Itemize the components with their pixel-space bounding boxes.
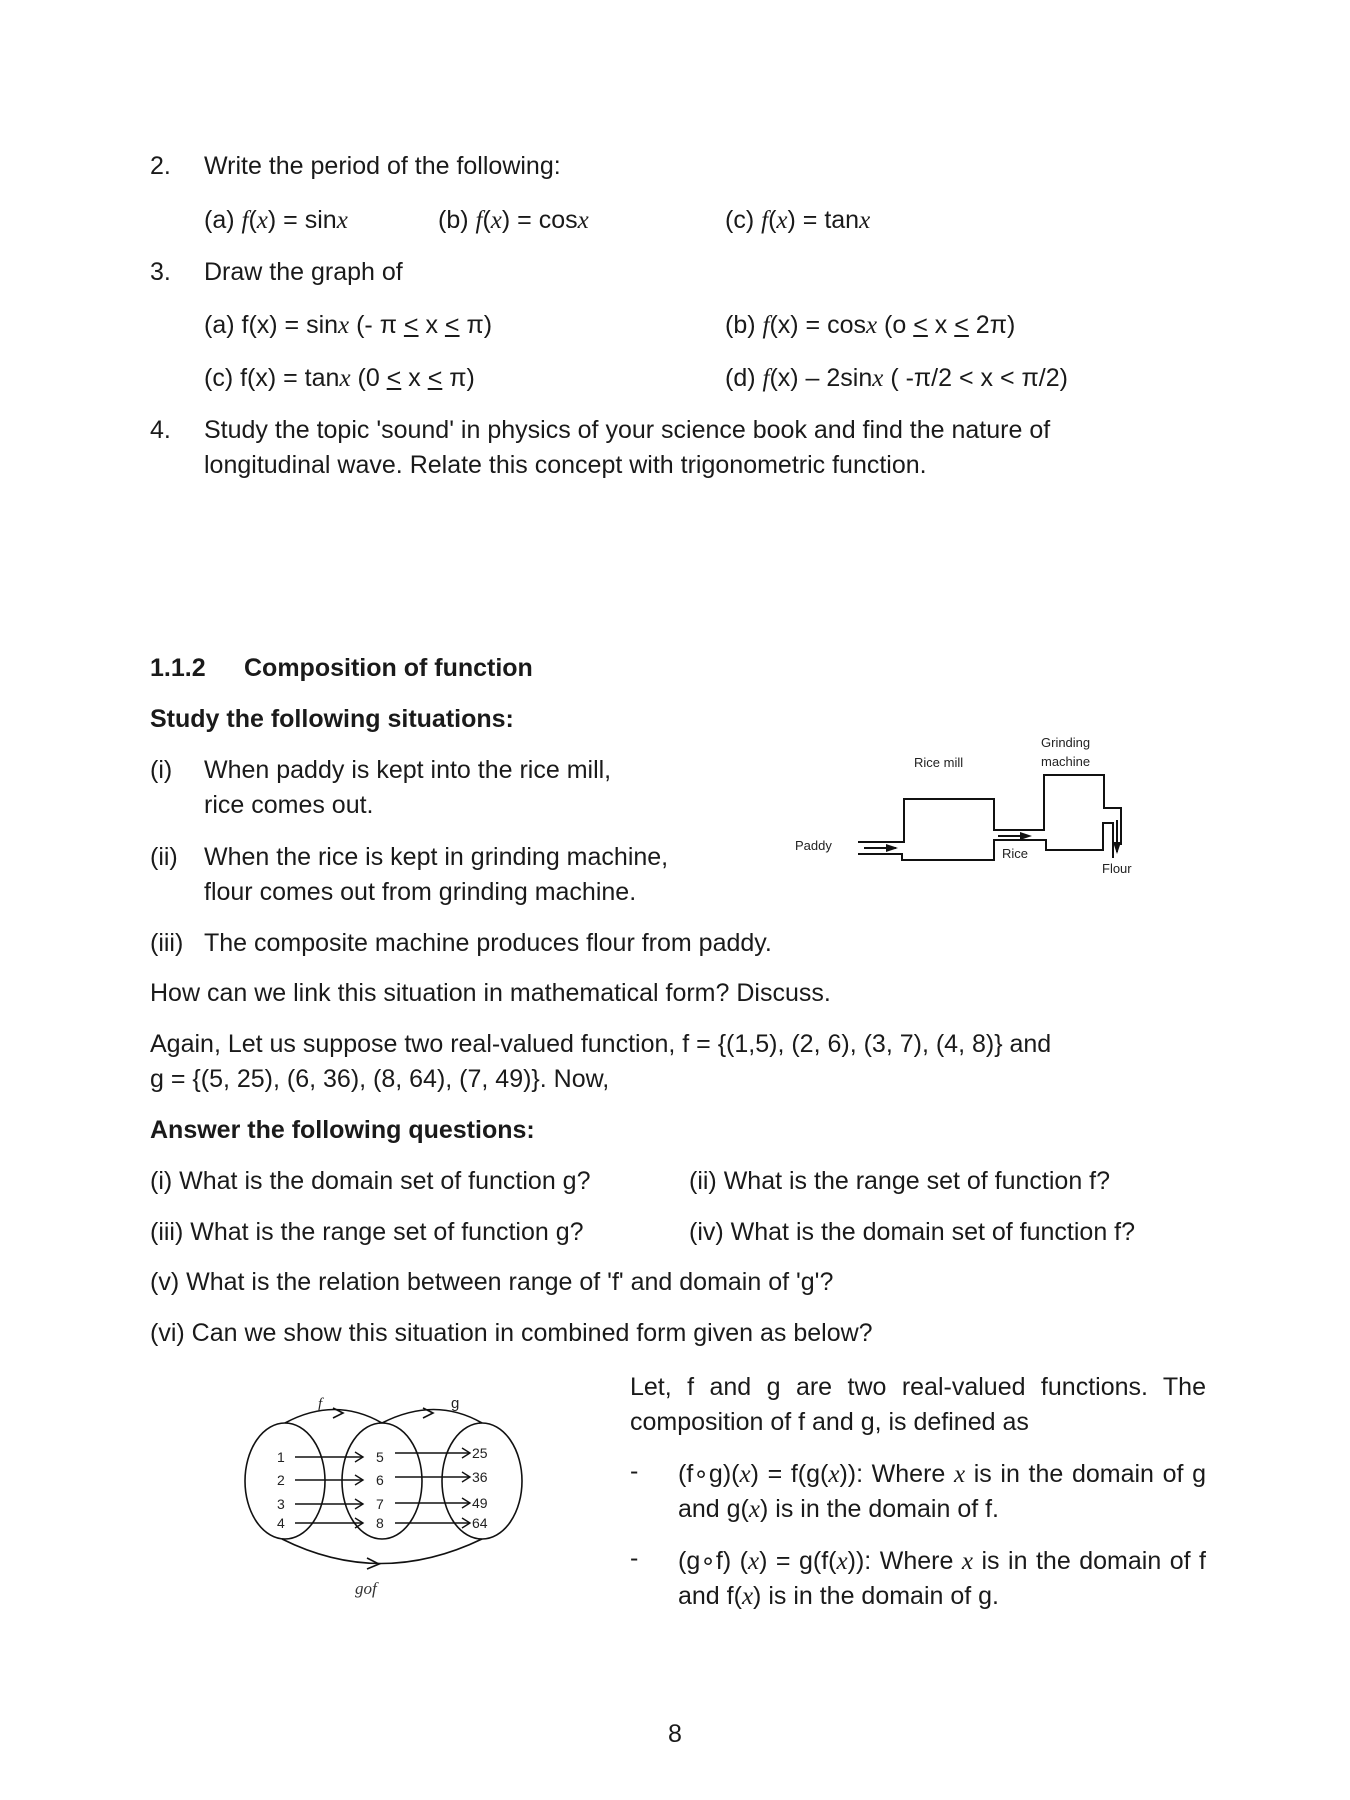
range-f-item: 8 xyxy=(376,1515,384,1531)
range-g-item: 64 xyxy=(472,1515,488,1531)
situation-i-line1: (i) When paddy is kept into the rice mill, xyxy=(150,756,612,784)
q2-part-a: (a) f(x) = sinx xyxy=(204,206,348,234)
situation-iii: (iii) The composite machine produces flour from paddy. xyxy=(150,929,772,957)
section-title: Composition of function xyxy=(244,654,533,682)
domain-f-item: 4 xyxy=(277,1515,285,1531)
again-line2: g = {(5, 25), (6, 36), (8, 64), (7, 49)}. Now, xyxy=(150,1065,610,1093)
situation-i-line2: rice comes out. xyxy=(204,791,374,819)
q2-part-b: (b) f(x) = cosx xyxy=(438,206,589,234)
section-number: 1.1.2 xyxy=(150,654,206,682)
gof-arrow-label: gof xyxy=(355,1579,377,1598)
discuss-line: How can we link this situation in mathematical form? Discuss. xyxy=(150,979,831,1007)
again-line1: Again, Let us suppose two real-valued function, f = {(1,5), (2, 6), (3, 7), (4, 8)} and xyxy=(150,1030,1052,1058)
question-iv: (iv) What is the domain set of function f? xyxy=(689,1218,1136,1246)
q3-part-a: (a) f(x) = sinx (- π < x < π) xyxy=(204,311,493,339)
q4-number: 4. xyxy=(150,416,171,444)
range-g-item: 25 xyxy=(472,1445,488,1461)
section-heading xyxy=(150,654,533,683)
study-heading: Study the following situations: xyxy=(150,705,514,733)
q2-number: 2. xyxy=(150,152,171,180)
definition-bullet-2: (g∘f) (x) = g(f(x)): Where x is in the domain of f and f(x) is in the domain of g. xyxy=(678,1547,1207,1610)
flour-label: Flour xyxy=(1102,861,1132,876)
definition-bullet-1-dash: - xyxy=(630,1457,639,1485)
grinding-label-2: machine xyxy=(1041,754,1091,769)
question-vi: (vi) Can we show this situation in combined form given as below? xyxy=(150,1319,873,1347)
rice-label: Rice xyxy=(1002,846,1029,861)
situation-ii-line1: (ii) When the rice is kept in grinding machine, xyxy=(150,843,669,871)
q3-line xyxy=(150,258,403,287)
definition-bullet-2-dash: - xyxy=(630,1544,639,1572)
q3-part-b: (b) f(x) = cosx (o < x < 2π) xyxy=(725,311,1016,339)
range-g-item: 49 xyxy=(472,1495,488,1511)
domain-f-item: 1 xyxy=(277,1449,285,1465)
paddy-label: Paddy xyxy=(795,838,832,853)
q4-line2: longitudinal wave. Relate this concept with trigonometric function. xyxy=(204,451,927,479)
q3-part-d: (d) f(x) – 2sinx ( -π/2 < x < π/2) xyxy=(725,364,1068,392)
q2-part-c: (c) f(x) = tanx xyxy=(725,206,871,234)
q3-part-c: (c) f(x) = tanx (0 < x < π) xyxy=(204,364,475,392)
rice-mill-label: Rice mill xyxy=(914,755,964,770)
machine-diagram xyxy=(780,720,1180,900)
range-f-item: 5 xyxy=(376,1449,384,1465)
range-g-item: 36 xyxy=(472,1469,488,1485)
question-i: (i) What is the domain set of function g? xyxy=(150,1167,591,1195)
q3-number: 3. xyxy=(150,258,171,286)
q4-line1: 4. Study the topic 'sound' in physics of your science book and find the nature of xyxy=(150,416,1051,444)
answer-heading: Answer the following questions: xyxy=(150,1116,535,1144)
question-v: (v) What is the relation between range of 'f' and domain of 'g'? xyxy=(150,1268,834,1296)
grinding-label-1: Grinding xyxy=(1041,735,1091,750)
range-f-item: 6 xyxy=(376,1472,384,1488)
mapping-diagram xyxy=(225,1378,555,1608)
q2-text: Write the period of the following: xyxy=(204,152,561,180)
page-number: 8 xyxy=(668,1720,682,1748)
q2-line xyxy=(150,152,561,181)
range-f-item: 7 xyxy=(376,1496,384,1512)
domain-f-item: 3 xyxy=(277,1496,285,1512)
definition-bullet-1: (f∘g)(x) = f(g(x)): Where x is in the domain of g and g(x) is in the domain of f. xyxy=(678,1460,1206,1523)
g-arrow-label: g xyxy=(451,1395,460,1412)
situation-ii-line2: flour comes out from grinding machine. xyxy=(204,878,637,906)
question-iii: (iii) What is the range set of function g? xyxy=(150,1218,584,1246)
definition-intro: Let, f and g are two real-valued functions. The composition of f and g, is defined as xyxy=(630,1373,1206,1436)
f-arrow-label: f xyxy=(318,1396,323,1412)
q3-text: Draw the graph of xyxy=(204,258,403,286)
question-ii: (ii) What is the range set of function f? xyxy=(689,1167,1111,1195)
domain-f-item: 2 xyxy=(277,1472,285,1488)
